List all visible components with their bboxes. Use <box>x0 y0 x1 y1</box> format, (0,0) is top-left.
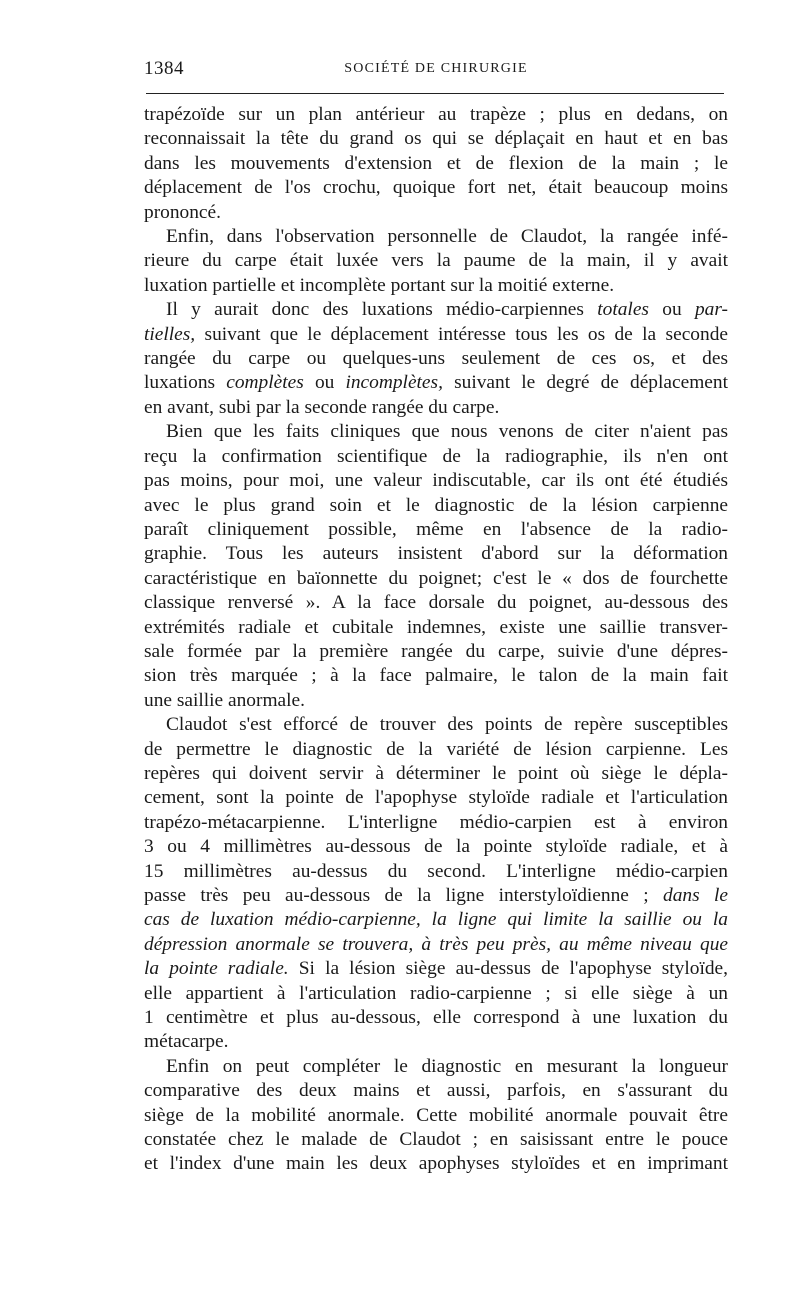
text-line <box>144 396 728 420</box>
text-run: Claudot s'est efforcé de trouver des points de repère susceptibles <box>166 714 728 736</box>
text-line <box>144 664 728 688</box>
paragraph <box>144 713 728 1055</box>
paragraph <box>144 420 728 713</box>
text-line <box>144 860 728 884</box>
text-run: siège de la mobilité anormale. Cette mobilité anormale pouvait être <box>144 1104 728 1126</box>
text-run: graphie. Tous les auteurs insistent d'abord sur la déformation <box>144 543 728 565</box>
page-number: 1384 <box>144 58 184 79</box>
text-line <box>144 762 728 786</box>
text-line <box>144 957 728 981</box>
text-run: extrémités radiale et cubitale indemnes, existe une saillie transver- <box>144 616 728 638</box>
text-line <box>144 640 728 664</box>
text-run: sale formée par la première rangée du carpe, suivie d'une dépres- <box>144 640 728 662</box>
italic-text: la pointe radiale. <box>144 958 289 980</box>
italic-text: dans le <box>663 885 728 906</box>
text-run: 3 ou 4 millimètres au-dessous de la pointe styloïde radiale, et à <box>144 836 728 858</box>
text-run: elle appartient à l'articulation radio-carpienne ; si elle siège à un <box>144 982 728 1004</box>
text-line <box>144 982 728 1006</box>
text-run: Il y aurait donc des luxations médio-carpiennes <box>166 299 598 321</box>
text-run: classique renversé ». A la face dorsale du poignet, au-dessous des <box>144 592 728 614</box>
text-line <box>144 347 728 371</box>
text-run: métacarpe. <box>144 1031 229 1053</box>
text-run: pas moins, pour moi, une valeur indiscutable, car ils ont été étudiés <box>144 470 728 492</box>
paragraph <box>144 298 728 420</box>
text-run: repères qui doivent servir à déterminer le point où siège le dépla- <box>144 762 728 784</box>
text-line <box>144 542 728 566</box>
text-line <box>144 274 728 298</box>
text-run: de permettre le diagnostic de la variété de lésion carpienne. Les <box>144 738 728 760</box>
text-line <box>144 811 728 835</box>
running-head: SOCIÉTÉ DE CHIRURGIE <box>344 61 528 76</box>
text-line <box>144 323 728 347</box>
text-run: ou <box>303 372 346 394</box>
text-run: 15 millimètres au-dessus du second. L'interligne médio-carpien <box>144 860 728 882</box>
text-line <box>144 1055 728 1079</box>
text-run: avec le plus grand soin et le diagnostic de la lésion carpienne <box>144 494 728 516</box>
header-rule <box>146 93 724 94</box>
text-line <box>144 469 728 493</box>
italic-text: incomplètes, <box>345 372 443 394</box>
text-run: Enfin, dans l'observation personnelle de Claudot, la rangée infé- <box>166 226 728 248</box>
paragraph <box>144 103 728 225</box>
text-run: trapézo-métacarpienne. L'interligne médio-carpien est à environ <box>144 811 728 833</box>
text-run: rieure du carpe était luxée vers la paume de la main, il y avait <box>144 250 728 272</box>
italic-text: dépression anormale se trouvera, à très peu près, au même niveau que <box>144 933 728 955</box>
text-line <box>144 494 728 518</box>
text-run: déplacement de l'os crochu, quoique fort net, était beaucoup moins <box>144 177 728 199</box>
text-run: reçu la confirmation scientifique de la radiographie, ils n'en ont <box>144 445 728 467</box>
italic-text: par- <box>694 299 728 321</box>
text-line <box>144 908 728 932</box>
text-run: Enfin on peut compléter le diagnostic en mesurant la longueur <box>166 1055 728 1077</box>
text-line <box>144 786 728 810</box>
text-line <box>144 1128 728 1152</box>
text-run: dans les mouvements d'extension et de flexion de la main ; le <box>144 152 728 174</box>
document-page <box>144 0 728 1289</box>
text-run: Si la lésion siège au-dessus de l'apophyse styloïde, <box>288 958 728 980</box>
text-line <box>144 616 728 640</box>
text-run: en avant, subi par la seconde rangée du carpe. <box>144 396 500 418</box>
text-line <box>144 225 728 249</box>
text-line <box>144 518 728 542</box>
text-run: une saillie anormale. <box>144 689 305 711</box>
italic-text: tielles, <box>144 323 196 345</box>
paragraph <box>144 1055 728 1177</box>
text-line <box>144 1079 728 1103</box>
text-run: 1 centimètre et plus au-dessous, elle correspond à une luxation du <box>144 1007 728 1029</box>
text-line <box>144 201 728 225</box>
text-run: luxation partielle et incomplète portant sur la moitié externe. <box>144 274 615 296</box>
text-run: sion très marquée ; à la face palmaire, le talon de la main fait <box>144 665 728 687</box>
paragraph <box>144 225 728 298</box>
text-run: paraît cliniquement possible, même en l'absence de la radio- <box>144 518 728 540</box>
text-run: et l'index d'une main les deux apophyses styloïdes et en imprimant <box>144 1153 728 1175</box>
body-text <box>144 103 728 1177</box>
text-run: constatée chez le malade de Claudot ; en saisissant entre le pouce <box>144 1129 728 1151</box>
text-line <box>144 689 728 713</box>
text-run: reconnaissait la tête du grand os qui se déplaçait en haut et en bas <box>144 128 728 150</box>
text-line <box>144 1006 728 1030</box>
italic-text: cas de luxation médio-carpienne, la ligne qui limite la saillie ou la <box>144 909 728 931</box>
text-run: passe très peu au-dessous de la ligne interstyloïdienne ; <box>144 885 664 906</box>
text-line <box>144 445 728 469</box>
text-run: Bien que les faits cliniques que nous venons de citer n'aient pas <box>166 421 728 443</box>
text-line <box>144 1104 728 1128</box>
text-line <box>144 1152 728 1176</box>
text-line <box>144 152 728 176</box>
text-line <box>144 591 728 615</box>
text-line <box>144 103 728 127</box>
text-line <box>144 835 728 859</box>
text-run: ou <box>648 299 695 321</box>
text-line <box>144 1030 728 1054</box>
text-run: caractéristique en baïonnette du poignet; c'est le « dos de fourchette <box>144 567 728 589</box>
text-run: suivant le degré de déplacement <box>442 372 728 394</box>
text-run: suivant que le déplacement intéresse tous les os de la seconde <box>195 323 728 345</box>
italic-text: complètes <box>226 372 304 394</box>
text-run: rangée du carpe ou quelques-uns seulement de ces os, et des <box>144 348 728 370</box>
text-line <box>144 249 728 273</box>
text-run: cement, sont la pointe de l'apophyse styloïde radiale et l'articulation <box>144 787 728 809</box>
text-run: comparative des deux mains et aussi, parfois, en s'assurant du <box>144 1080 728 1102</box>
text-line <box>144 567 728 591</box>
page-header <box>144 58 728 84</box>
text-line <box>144 371 728 395</box>
text-line <box>144 127 728 151</box>
text-line <box>144 420 728 444</box>
text-line <box>144 713 728 737</box>
text-run: prononcé. <box>144 201 221 223</box>
text-line <box>144 176 728 200</box>
italic-text: totales <box>597 299 649 321</box>
text-line <box>144 884 728 908</box>
text-line <box>144 298 728 322</box>
text-line <box>144 738 728 762</box>
text-run: trapézoïde sur un plan antérieur au trapèze ; plus en dedans, on <box>144 104 728 125</box>
text-run: luxations <box>144 372 227 394</box>
text-line <box>144 933 728 957</box>
